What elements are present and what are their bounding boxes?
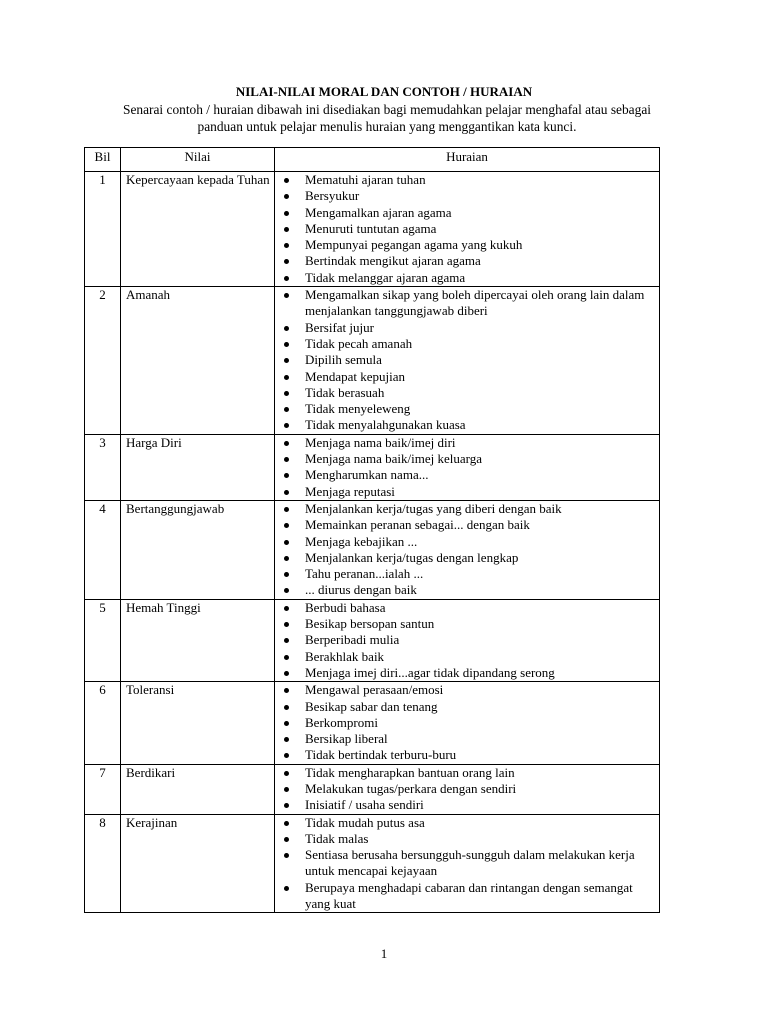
bullet-icon	[284, 556, 289, 561]
row-number: 7	[85, 764, 121, 814]
bullet-icon	[284, 540, 289, 545]
bullet-icon	[284, 342, 289, 347]
bullet-icon	[284, 853, 289, 858]
table-row	[85, 287, 660, 435]
bullet-icon	[284, 753, 289, 758]
list-item-text: Tidak melanggar ajaran agama	[305, 269, 466, 285]
row-number: 5	[85, 599, 121, 681]
list-item-text: Tidak menyeleweng	[305, 401, 411, 417]
list-item	[281, 320, 655, 336]
list-item-text: Tidak bertindak terburu-buru	[305, 747, 457, 763]
value-name: Bertanggungjawab	[121, 500, 275, 599]
list-item	[281, 682, 655, 698]
row-number: 4	[85, 500, 121, 599]
bullet-icon	[284, 391, 289, 396]
description-list	[281, 172, 655, 286]
bullet-icon	[284, 473, 289, 478]
table-row	[85, 172, 660, 287]
list-item	[281, 253, 655, 269]
bullet-icon	[284, 423, 289, 428]
list-item	[281, 205, 655, 221]
list-item	[281, 352, 655, 368]
list-item	[281, 221, 655, 237]
list-item-text: Berperibadi mulia	[305, 632, 400, 648]
bullet-icon	[284, 572, 289, 577]
description-cell	[275, 682, 660, 764]
list-item	[281, 797, 655, 813]
description-cell	[275, 500, 660, 599]
list-item-text: Memainkan peranan sebagai... dengan baik	[305, 517, 530, 533]
list-item	[281, 534, 655, 550]
list-item	[281, 435, 655, 451]
row-number: 3	[85, 434, 121, 500]
list-item	[281, 582, 655, 598]
bullet-icon	[284, 194, 289, 199]
value-name: Harga Diri	[121, 434, 275, 500]
list-item-text: Berupaya menghadapi cabaran dan rintangan dengan semangat yang kuat	[305, 879, 633, 912]
list-item	[281, 237, 655, 253]
bullet-icon	[284, 441, 289, 446]
page-number: 1	[380, 946, 388, 961]
document-title: NILAI-NILAI MORAL DAN CONTOH / HURAIAN	[235, 84, 533, 99]
list-item	[281, 649, 655, 665]
row-number: 6	[85, 682, 121, 764]
list-item-text: Mengharumkan nama...	[305, 467, 429, 483]
list-item-text: Bersikap liberal	[305, 731, 388, 747]
bullet-icon	[284, 705, 289, 710]
value-name: Toleransi	[121, 682, 275, 764]
bullet-icon	[284, 407, 289, 412]
bullet-icon	[284, 886, 289, 891]
list-item-text: Berbudi bahasa	[305, 599, 386, 615]
list-item	[281, 417, 655, 433]
bullet-icon	[284, 688, 289, 693]
description-list	[281, 501, 655, 599]
list-item-text: Mengawal perasaan/emosi	[305, 682, 444, 698]
list-item	[281, 747, 655, 763]
list-item	[281, 467, 655, 483]
value-name: Kepercayaan kepada Tuhan	[121, 172, 275, 287]
list-item-text: Dipilih semula	[305, 352, 382, 368]
list-item	[281, 172, 655, 188]
list-item-text: Sentiasa berusaha bersungguh-sungguh dalam melakukan kerja untuk mencapai kejayaan	[305, 847, 635, 879]
bullet-icon	[284, 671, 289, 676]
bullet-icon	[284, 588, 289, 593]
list-item-text: Menjaga nama baik/imej diri	[305, 434, 456, 450]
list-item-text: Menjaga reputasi	[305, 483, 395, 499]
list-item	[281, 665, 655, 681]
bullet-icon	[284, 622, 289, 627]
list-item-text: Mendapat kepujian	[305, 368, 405, 384]
table-row	[85, 682, 660, 764]
list-item	[281, 385, 655, 401]
bullet-icon	[284, 276, 289, 281]
list-item	[281, 765, 655, 781]
list-item	[281, 501, 655, 517]
description-cell	[275, 287, 660, 435]
bullet-icon	[284, 326, 289, 331]
list-item-text: Melakukan tugas/perkara dengan sendiri	[305, 780, 517, 796]
list-item-text: Tahu peranan...ialah ...	[305, 566, 424, 582]
list-item-text: Mematuhi ajaran tuhan	[305, 172, 426, 187]
list-item-text: Menjalankan kerja/tugas yang diberi dengan baik	[305, 500, 562, 516]
bullet-icon	[284, 523, 289, 528]
list-item-text: Bersifat jujur	[305, 319, 374, 335]
table-row	[85, 764, 660, 814]
description-cell	[275, 599, 660, 681]
bullet-icon	[284, 490, 289, 495]
table-body	[85, 172, 660, 913]
list-item	[281, 287, 655, 320]
list-item-text: Bertindak mengikut ajaran agama	[305, 253, 481, 269]
bullet-icon	[284, 655, 289, 660]
list-item	[281, 451, 655, 467]
bullet-icon	[284, 787, 289, 792]
description-list	[281, 815, 655, 913]
description-cell	[275, 434, 660, 500]
document-subtitle: Senarai contoh / huraian dibawah ini disediakan bagi memudahkan pelajar menghafal atau sebagai panduan untuk pelajar menulis huraian yang menggantikan kata kunci.	[123, 102, 651, 134]
list-item-text: Besikap sabar dan tenang	[305, 698, 438, 714]
bullet-icon	[284, 821, 289, 826]
bullet-icon	[284, 293, 289, 298]
bullet-icon	[284, 457, 289, 462]
list-item	[281, 336, 655, 352]
list-item	[281, 731, 655, 747]
table-row	[85, 814, 660, 913]
value-name: Kerajinan	[121, 814, 275, 913]
bullet-icon	[284, 837, 289, 842]
value-name: Berdikari	[121, 764, 275, 814]
table-row	[85, 434, 660, 500]
table-row	[85, 500, 660, 599]
list-item-text: Menjalankan kerja/tugas dengan lengkap	[305, 549, 519, 565]
list-item	[281, 401, 655, 417]
table-row	[85, 599, 660, 681]
list-item-text: Menjaga imej diri...agar tidak dipandang serong	[305, 664, 555, 680]
list-item-text: Mengamalkan ajaran agama	[305, 204, 452, 220]
bullet-icon	[284, 638, 289, 643]
bullet-icon	[284, 243, 289, 248]
description-list	[281, 287, 655, 434]
header-huraian: Huraian	[275, 148, 660, 172]
description-cell	[275, 172, 660, 287]
row-number: 1	[85, 172, 121, 287]
list-item	[281, 600, 655, 616]
list-item-text: Menjaga nama baik/imej keluarga	[305, 451, 482, 467]
list-item-text: Besikap bersopan santun	[305, 616, 435, 632]
bullet-icon	[284, 737, 289, 742]
bullet-icon	[284, 375, 289, 380]
description-list	[281, 600, 655, 681]
description-cell	[275, 764, 660, 814]
list-item	[281, 550, 655, 566]
list-item	[281, 632, 655, 648]
list-item	[281, 699, 655, 715]
row-number: 8	[85, 814, 121, 913]
list-item-text: Tidak mudah putus asa	[305, 814, 425, 830]
list-item-text: Berkompromi	[305, 714, 378, 730]
row-number: 2	[85, 287, 121, 435]
description-list	[281, 435, 655, 500]
list-item-text: Tidak malas	[305, 830, 369, 846]
list-item-text: Berakhlak baik	[305, 648, 385, 664]
values-table	[84, 147, 660, 913]
list-item	[281, 369, 655, 385]
bullet-icon	[284, 507, 289, 512]
list-item	[281, 831, 655, 847]
header-bil: Bil	[85, 148, 121, 172]
description-list	[281, 682, 655, 763]
list-item	[281, 847, 655, 880]
list-item-text: Mengamalkan sikap yang boleh dipercayai oleh orang lain dalam menjalankan tanggungjawab diberi	[305, 287, 645, 319]
list-item-text: Inisiatif / usaha sendiri	[305, 797, 424, 813]
bullet-icon	[284, 178, 289, 183]
list-item-text: Tidak menyalahgunakan kuasa	[305, 417, 466, 433]
list-item	[281, 566, 655, 582]
list-item-text: Tidak berasuah	[305, 384, 385, 400]
list-item	[281, 781, 655, 797]
bullet-icon	[284, 358, 289, 363]
list-item-text: ... diurus dengan baik	[305, 582, 417, 598]
value-name: Hemah Tinggi	[121, 599, 275, 681]
list-item	[281, 517, 655, 533]
list-item-text: Tidak pecah amanah	[305, 335, 413, 351]
list-item-text: Tidak mengharapkan bantuan orang lain	[305, 764, 515, 780]
list-item	[281, 270, 655, 286]
description-list	[281, 765, 655, 814]
value-name: Amanah	[121, 287, 275, 435]
list-item	[281, 880, 655, 913]
list-item-text: Menuruti tuntutan agama	[305, 220, 437, 236]
list-item-text: Mempunyai pegangan agama yang kukuh	[305, 237, 523, 253]
list-item	[281, 484, 655, 500]
bullet-icon	[284, 259, 289, 264]
bullet-icon	[284, 721, 289, 726]
bullet-icon	[284, 771, 289, 776]
bullet-icon	[284, 227, 289, 232]
list-item-text: Bersyukur	[305, 188, 360, 204]
table-header-row	[85, 148, 660, 172]
description-cell	[275, 814, 660, 913]
list-item	[281, 715, 655, 731]
bullet-icon	[284, 606, 289, 611]
list-item	[281, 815, 655, 831]
list-item-text: Menjaga kebajikan ...	[305, 533, 418, 549]
header-nilai: Nilai	[121, 148, 275, 172]
list-item	[281, 616, 655, 632]
bullet-icon	[284, 803, 289, 808]
list-item	[281, 188, 655, 204]
bullet-icon	[284, 211, 289, 216]
